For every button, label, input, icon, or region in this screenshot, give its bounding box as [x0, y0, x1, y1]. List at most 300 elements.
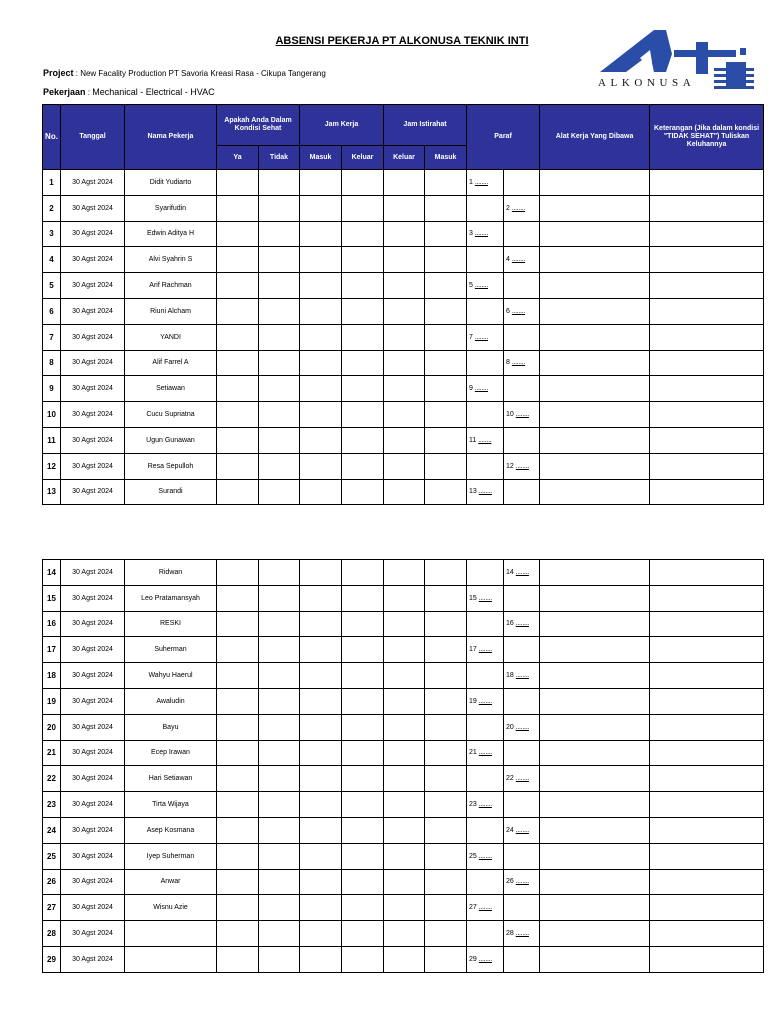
row-ya-cell[interactable] [217, 611, 259, 637]
row-ya-cell[interactable] [217, 221, 259, 247]
row-alat-cell[interactable] [540, 324, 650, 350]
paraf-left-cell[interactable] [467, 792, 504, 818]
row-istirahat-masuk-cell[interactable] [425, 376, 467, 402]
paraf-right-cell[interactable] [504, 479, 540, 505]
row-ya-cell[interactable] [217, 453, 259, 479]
paraf-right-cell[interactable] [504, 376, 540, 402]
row-istirahat-keluar-cell[interactable] [384, 946, 425, 972]
paraf-left-cell[interactable] [467, 585, 504, 611]
row-kerja-masuk-cell[interactable] [300, 843, 342, 869]
row-istirahat-masuk-cell[interactable] [425, 350, 467, 376]
row-tidak-cell[interactable] [259, 637, 300, 663]
row-kerja-masuk-cell[interactable] [300, 792, 342, 818]
pekerjaan-line [43, 87, 215, 97]
row-kerja-masuk-cell[interactable] [300, 324, 342, 350]
row-alat-cell[interactable] [540, 869, 650, 895]
row-alat-cell[interactable] [540, 766, 650, 792]
row-alat-cell[interactable] [540, 843, 650, 869]
row-nama: Hari Setiawan [125, 766, 217, 792]
row-ya-cell[interactable] [217, 843, 259, 869]
row-tidak-cell[interactable] [259, 402, 300, 428]
row-ya-cell[interactable] [217, 946, 259, 972]
paraf-left-cell[interactable] [467, 247, 504, 273]
paraf-left-cell[interactable] [467, 869, 504, 895]
paraf-right-cell[interactable] [504, 688, 540, 714]
row-keterangan-cell[interactable] [650, 611, 764, 637]
row-alat-cell[interactable] [540, 611, 650, 637]
row-istirahat-masuk-cell[interactable] [425, 585, 467, 611]
row-istirahat-keluar-cell[interactable] [384, 298, 425, 324]
row-istirahat-keluar-cell[interactable] [384, 221, 425, 247]
paraf-right-cell[interactable] [504, 766, 540, 792]
paraf-left-cell[interactable] [467, 221, 504, 247]
row-istirahat-keluar-cell[interactable] [384, 453, 425, 479]
row-kerja-keluar-cell[interactable] [342, 663, 384, 689]
row-istirahat-masuk-cell[interactable] [425, 298, 467, 324]
row-alat-cell[interactable] [540, 817, 650, 843]
row-istirahat-masuk-cell[interactable] [425, 453, 467, 479]
row-alat-cell[interactable] [540, 221, 650, 247]
paraf-right-cell[interactable] [504, 637, 540, 663]
row-keterangan-cell[interactable] [650, 273, 764, 299]
row-kerja-masuk-cell[interactable] [300, 817, 342, 843]
row-ya-cell[interactable] [217, 560, 259, 586]
row-tidak-cell[interactable] [259, 195, 300, 221]
row-istirahat-masuk-cell[interactable] [425, 663, 467, 689]
row-istirahat-keluar-cell[interactable] [384, 247, 425, 273]
row-istirahat-keluar-cell[interactable] [384, 427, 425, 453]
header-jam-kerja-keluar: Keluar [342, 146, 384, 170]
row-kerja-masuk-cell[interactable] [300, 688, 342, 714]
row-istirahat-keluar-cell[interactable] [384, 170, 425, 196]
row-kerja-keluar-cell[interactable] [342, 170, 384, 196]
row-istirahat-keluar-cell[interactable] [384, 560, 425, 586]
row-keterangan-cell[interactable] [650, 298, 764, 324]
row-istirahat-keluar-cell[interactable] [384, 402, 425, 428]
row-kerja-masuk-cell[interactable] [300, 479, 342, 505]
row-ya-cell[interactable] [217, 298, 259, 324]
row-istirahat-keluar-cell[interactable] [384, 637, 425, 663]
row-istirahat-keluar-cell[interactable] [384, 921, 425, 947]
paraf-left-cell[interactable] [467, 298, 504, 324]
row-tidak-cell[interactable] [259, 792, 300, 818]
paraf-right-cell[interactable] [504, 427, 540, 453]
paraf-left-cell[interactable] [467, 402, 504, 428]
row-alat-cell[interactable] [540, 663, 650, 689]
paraf-left-cell[interactable] [467, 273, 504, 299]
header-ya: Ya [217, 146, 259, 170]
row-tidak-cell[interactable] [259, 273, 300, 299]
row-kerja-masuk-cell[interactable] [300, 195, 342, 221]
row-kerja-keluar-cell[interactable] [342, 247, 384, 273]
row-tidak-cell[interactable] [259, 170, 300, 196]
row-istirahat-masuk-cell[interactable] [425, 946, 467, 972]
row-keterangan-cell[interactable] [650, 792, 764, 818]
row-ya-cell[interactable] [217, 766, 259, 792]
row-tidak-cell[interactable] [259, 479, 300, 505]
row-kerja-keluar-cell[interactable] [342, 376, 384, 402]
row-alat-cell[interactable] [540, 427, 650, 453]
row-istirahat-masuk-cell[interactable] [425, 560, 467, 586]
row-kerja-masuk-cell[interactable] [300, 740, 342, 766]
row-alat-cell[interactable] [540, 479, 650, 505]
row-istirahat-masuk-cell[interactable] [425, 895, 467, 921]
paraf-right-cell[interactable] [504, 714, 540, 740]
row-tidak-cell[interactable] [259, 869, 300, 895]
paraf-right-cell[interactable] [504, 247, 540, 273]
paraf-right-cell[interactable] [504, 195, 540, 221]
paraf-right-cell[interactable] [504, 350, 540, 376]
row-kerja-masuk-cell[interactable] [300, 170, 342, 196]
row-tidak-cell[interactable] [259, 946, 300, 972]
row-istirahat-keluar-cell[interactable] [384, 663, 425, 689]
paraf-left-cell[interactable] [467, 611, 504, 637]
row-tidak-cell[interactable] [259, 740, 300, 766]
row-istirahat-keluar-cell[interactable] [384, 766, 425, 792]
row-tidak-cell[interactable] [259, 350, 300, 376]
row-kerja-masuk-cell[interactable] [300, 298, 342, 324]
row-istirahat-masuk-cell[interactable] [425, 869, 467, 895]
row-istirahat-keluar-cell[interactable] [384, 324, 425, 350]
paraf-left-cell[interactable] [467, 560, 504, 586]
row-istirahat-masuk-cell[interactable] [425, 766, 467, 792]
row-ya-cell[interactable] [217, 376, 259, 402]
row-alat-cell[interactable] [540, 946, 650, 972]
row-kerja-masuk-cell[interactable] [300, 350, 342, 376]
row-kerja-keluar-cell[interactable] [342, 585, 384, 611]
row-ya-cell[interactable] [217, 895, 259, 921]
row-kerja-keluar-cell[interactable] [342, 324, 384, 350]
paraf-left-cell[interactable] [467, 479, 504, 505]
row-kerja-keluar-cell[interactable] [342, 221, 384, 247]
row-ya-cell[interactable] [217, 427, 259, 453]
row-istirahat-keluar-cell[interactable] [384, 479, 425, 505]
row-kerja-masuk-cell[interactable] [300, 869, 342, 895]
row-ya-cell[interactable] [217, 792, 259, 818]
paraf-right-cell[interactable] [504, 402, 540, 428]
row-ya-cell[interactable] [217, 663, 259, 689]
row-keterangan-cell[interactable] [650, 376, 764, 402]
row-ya-cell[interactable] [217, 869, 259, 895]
row-keterangan-cell[interactable] [650, 585, 764, 611]
row-kerja-keluar-cell[interactable] [342, 843, 384, 869]
row-kerja-keluar-cell[interactable] [342, 895, 384, 921]
row-kerja-masuk-cell[interactable] [300, 946, 342, 972]
project-value: New Facality Production PT Savoria Kreasi Rasa - Cikupa Tangerang [80, 69, 326, 78]
row-tidak-cell[interactable] [259, 766, 300, 792]
paraf-right-cell[interactable] [504, 921, 540, 947]
row-tidak-cell[interactable] [259, 663, 300, 689]
row-ya-cell[interactable] [217, 585, 259, 611]
paraf-line: ........ [478, 697, 492, 705]
paraf-left-cell[interactable] [467, 817, 504, 843]
row-tidak-cell[interactable] [259, 895, 300, 921]
logo-bar-vertical [696, 42, 708, 74]
row-istirahat-masuk-cell[interactable] [425, 921, 467, 947]
row-tidak-cell[interactable] [259, 843, 300, 869]
paraf-right-cell[interactable] [504, 946, 540, 972]
row-tidak-cell[interactable] [259, 921, 300, 947]
paraf-right-cell[interactable] [504, 453, 540, 479]
row-istirahat-masuk-cell[interactable] [425, 402, 467, 428]
row-istirahat-masuk-cell[interactable] [425, 637, 467, 663]
row-istirahat-keluar-cell[interactable] [384, 688, 425, 714]
row-kerja-masuk-cell[interactable] [300, 714, 342, 740]
row-istirahat-keluar-cell[interactable] [384, 792, 425, 818]
row-ya-cell[interactable] [217, 402, 259, 428]
row-ya-cell[interactable] [217, 688, 259, 714]
row-kerja-keluar-cell[interactable] [342, 453, 384, 479]
row-ya-cell[interactable] [217, 479, 259, 505]
row-istirahat-keluar-cell[interactable] [384, 895, 425, 921]
row-tidak-cell[interactable] [259, 221, 300, 247]
paraf-right-cell[interactable] [504, 895, 540, 921]
paraf-number: 16 [506, 620, 514, 628]
row-istirahat-keluar-cell[interactable] [384, 869, 425, 895]
row-kerja-keluar-cell[interactable] [342, 740, 384, 766]
paraf-left-cell[interactable] [467, 637, 504, 663]
row-istirahat-masuk-cell[interactable] [425, 273, 467, 299]
paraf-left-cell[interactable] [467, 946, 504, 972]
row-istirahat-masuk-cell[interactable] [425, 221, 467, 247]
row-kerja-keluar-cell[interactable] [342, 921, 384, 947]
row-istirahat-keluar-cell[interactable] [384, 585, 425, 611]
row-kerja-keluar-cell[interactable] [342, 637, 384, 663]
row-tidak-cell[interactable] [259, 427, 300, 453]
row-keterangan-cell[interactable] [650, 688, 764, 714]
row-alat-cell[interactable] [540, 895, 650, 921]
row-istirahat-masuk-cell[interactable] [425, 195, 467, 221]
row-keterangan-cell[interactable] [650, 350, 764, 376]
row-keterangan-cell[interactable] [650, 766, 764, 792]
row-istirahat-masuk-cell[interactable] [425, 427, 467, 453]
paraf-left-cell[interactable] [467, 350, 504, 376]
paraf-right-cell[interactable] [504, 817, 540, 843]
paraf-left-cell[interactable] [467, 766, 504, 792]
paraf-right-cell[interactable] [504, 324, 540, 350]
row-istirahat-masuk-cell[interactable] [425, 688, 467, 714]
row-kerja-masuk-cell[interactable] [300, 663, 342, 689]
row-alat-cell[interactable] [540, 402, 650, 428]
row-istirahat-masuk-cell[interactable] [425, 247, 467, 273]
row-istirahat-keluar-cell[interactable] [384, 350, 425, 376]
row-kerja-masuk-cell[interactable] [300, 611, 342, 637]
row-alat-cell[interactable] [540, 792, 650, 818]
row-alat-cell[interactable] [540, 637, 650, 663]
paraf-left-cell[interactable] [467, 688, 504, 714]
row-alat-cell[interactable] [540, 273, 650, 299]
row-ya-cell[interactable] [217, 324, 259, 350]
row-ya-cell[interactable] [217, 195, 259, 221]
row-kerja-masuk-cell[interactable] [300, 921, 342, 947]
row-keterangan-cell[interactable] [650, 817, 764, 843]
row-alat-cell[interactable] [540, 376, 650, 402]
row-kerja-keluar-cell[interactable] [342, 869, 384, 895]
row-keterangan-cell[interactable] [650, 479, 764, 505]
row-istirahat-keluar-cell[interactable] [384, 611, 425, 637]
paraf-left-cell[interactable] [467, 427, 504, 453]
row-keterangan-cell[interactable] [650, 714, 764, 740]
row-ya-cell[interactable] [217, 350, 259, 376]
row-kerja-keluar-cell[interactable] [342, 560, 384, 586]
row-kerja-keluar-cell[interactable] [342, 611, 384, 637]
paraf-left-cell[interactable] [467, 170, 504, 196]
row-kerja-keluar-cell[interactable] [342, 946, 384, 972]
paraf-right-cell[interactable] [504, 740, 540, 766]
paraf-right-cell[interactable] [504, 869, 540, 895]
row-istirahat-keluar-cell[interactable] [384, 714, 425, 740]
row-ya-cell[interactable] [217, 740, 259, 766]
row-kerja-masuk-cell[interactable] [300, 376, 342, 402]
row-keterangan-cell[interactable] [650, 170, 764, 196]
row-alat-cell[interactable] [540, 688, 650, 714]
row-tidak-cell[interactable] [259, 247, 300, 273]
row-alat-cell[interactable] [540, 195, 650, 221]
paraf-left-cell[interactable] [467, 324, 504, 350]
row-ya-cell[interactable] [217, 714, 259, 740]
row-tidak-cell[interactable] [259, 585, 300, 611]
paraf-right-cell[interactable] [504, 585, 540, 611]
paraf-right-cell[interactable] [504, 663, 540, 689]
paraf-left-cell[interactable] [467, 376, 504, 402]
row-kerja-masuk-cell[interactable] [300, 453, 342, 479]
row-istirahat-keluar-cell[interactable] [384, 273, 425, 299]
row-alat-cell[interactable] [540, 170, 650, 196]
paraf-left-cell[interactable] [467, 195, 504, 221]
row-kerja-keluar-cell[interactable] [342, 766, 384, 792]
row-kerja-keluar-cell[interactable] [342, 792, 384, 818]
row-keterangan-cell[interactable] [650, 453, 764, 479]
row-keterangan-cell[interactable] [650, 402, 764, 428]
row-istirahat-masuk-cell[interactable] [425, 792, 467, 818]
row-keterangan-cell[interactable] [650, 740, 764, 766]
row-kerja-masuk-cell[interactable] [300, 273, 342, 299]
row-tanggal: 30 Agst 2024 [61, 921, 125, 947]
row-keterangan-cell[interactable] [650, 637, 764, 663]
row-alat-cell[interactable] [540, 453, 650, 479]
row-alat-cell[interactable] [540, 247, 650, 273]
project-label: Project [43, 68, 74, 78]
row-kerja-keluar-cell[interactable] [342, 350, 384, 376]
row-istirahat-masuk-cell[interactable] [425, 817, 467, 843]
row-keterangan-cell[interactable] [650, 195, 764, 221]
row-istirahat-masuk-cell[interactable] [425, 324, 467, 350]
paraf-right-cell[interactable] [504, 170, 540, 196]
row-keterangan-cell[interactable] [650, 221, 764, 247]
row-keterangan-cell[interactable] [650, 921, 764, 947]
paraf-left-cell[interactable] [467, 843, 504, 869]
row-istirahat-keluar-cell[interactable] [384, 817, 425, 843]
row-keterangan-cell[interactable] [650, 869, 764, 895]
paraf-right-cell[interactable] [504, 843, 540, 869]
row-kerja-masuk-cell[interactable] [300, 247, 342, 273]
row-tidak-cell[interactable] [259, 453, 300, 479]
row-alat-cell[interactable] [540, 350, 650, 376]
row-tidak-cell[interactable] [259, 817, 300, 843]
row-kerja-masuk-cell[interactable] [300, 766, 342, 792]
row-keterangan-cell[interactable] [650, 324, 764, 350]
row-keterangan-cell[interactable] [650, 895, 764, 921]
row-keterangan-cell[interactable] [650, 560, 764, 586]
paraf-left-cell[interactable] [467, 921, 504, 947]
row-alat-cell[interactable] [540, 714, 650, 740]
row-keterangan-cell[interactable] [650, 843, 764, 869]
paraf-right-cell[interactable] [504, 298, 540, 324]
row-istirahat-keluar-cell[interactable] [384, 376, 425, 402]
paraf-right-cell[interactable] [504, 560, 540, 586]
row-kerja-masuk-cell[interactable] [300, 221, 342, 247]
row-istirahat-masuk-cell[interactable] [425, 740, 467, 766]
row-istirahat-masuk-cell[interactable] [425, 843, 467, 869]
paraf-right-cell[interactable] [504, 792, 540, 818]
row-kerja-masuk-cell[interactable] [300, 585, 342, 611]
row-ya-cell[interactable] [217, 921, 259, 947]
row-kerja-keluar-cell[interactable] [342, 402, 384, 428]
row-tidak-cell[interactable] [259, 714, 300, 740]
row-istirahat-keluar-cell[interactable] [384, 740, 425, 766]
row-kerja-keluar-cell[interactable] [342, 427, 384, 453]
row-keterangan-cell[interactable] [650, 663, 764, 689]
row-keterangan-cell[interactable] [650, 946, 764, 972]
row-kerja-masuk-cell[interactable] [300, 560, 342, 586]
row-alat-cell[interactable] [540, 560, 650, 586]
row-istirahat-keluar-cell[interactable] [384, 843, 425, 869]
row-keterangan-cell[interactable] [650, 427, 764, 453]
paraf-right-cell[interactable] [504, 611, 540, 637]
row-tidak-cell[interactable] [259, 324, 300, 350]
paraf-left-cell[interactable] [467, 453, 504, 479]
paraf-left-cell[interactable] [467, 663, 504, 689]
row-kerja-masuk-cell[interactable] [300, 402, 342, 428]
row-alat-cell[interactable] [540, 740, 650, 766]
row-tidak-cell[interactable] [259, 688, 300, 714]
row-istirahat-masuk-cell[interactable] [425, 611, 467, 637]
row-tidak-cell[interactable] [259, 560, 300, 586]
row-keterangan-cell[interactable] [650, 247, 764, 273]
row-ya-cell[interactable] [217, 637, 259, 663]
paraf-right-cell[interactable] [504, 221, 540, 247]
row-istirahat-keluar-cell[interactable] [384, 195, 425, 221]
row-kerja-masuk-cell[interactable] [300, 895, 342, 921]
row-kerja-keluar-cell[interactable] [342, 688, 384, 714]
row-ya-cell[interactable] [217, 247, 259, 273]
paraf-left-cell[interactable] [467, 895, 504, 921]
row-istirahat-masuk-cell[interactable] [425, 170, 467, 196]
paraf-right-cell[interactable] [504, 273, 540, 299]
row-kerja-masuk-cell[interactable] [300, 427, 342, 453]
row-ya-cell[interactable] [217, 817, 259, 843]
row-istirahat-masuk-cell[interactable] [425, 479, 467, 505]
row-tidak-cell[interactable] [259, 298, 300, 324]
row-kerja-keluar-cell[interactable] [342, 479, 384, 505]
row-kerja-keluar-cell[interactable] [342, 195, 384, 221]
row-tidak-cell[interactable] [259, 611, 300, 637]
row-ya-cell[interactable] [217, 170, 259, 196]
row-ya-cell[interactable] [217, 273, 259, 299]
row-alat-cell[interactable] [540, 921, 650, 947]
row-tidak-cell[interactable] [259, 376, 300, 402]
paraf-left-cell[interactable] [467, 740, 504, 766]
row-kerja-keluar-cell[interactable] [342, 298, 384, 324]
row-kerja-keluar-cell[interactable] [342, 714, 384, 740]
paraf-left-cell[interactable] [467, 714, 504, 740]
row-istirahat-masuk-cell[interactable] [425, 714, 467, 740]
row-kerja-masuk-cell[interactable] [300, 637, 342, 663]
row-alat-cell[interactable] [540, 585, 650, 611]
row-kerja-keluar-cell[interactable] [342, 273, 384, 299]
row-alat-cell[interactable] [540, 298, 650, 324]
row-kerja-keluar-cell[interactable] [342, 817, 384, 843]
